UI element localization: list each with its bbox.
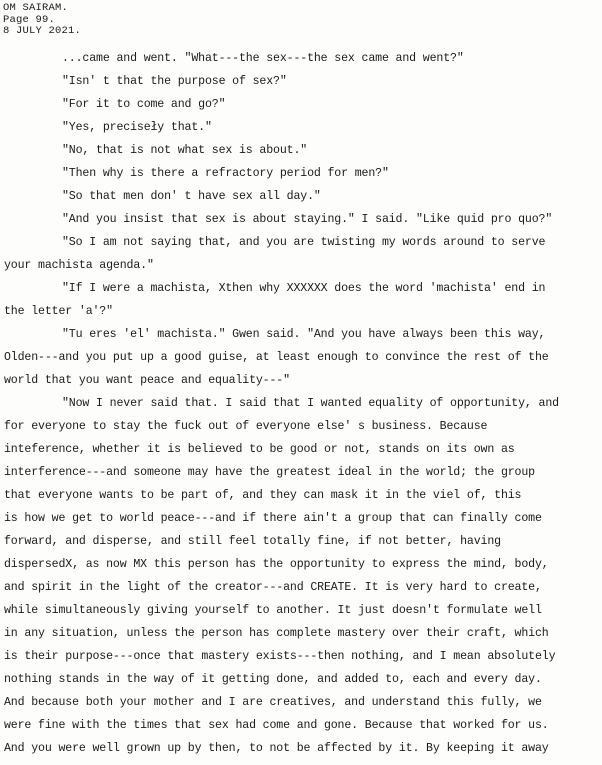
text-line: Olden---and you put up a good guise, at least enough to convince the rest of the: [4, 351, 549, 364]
text-line: is how we get to world peace---and if there ain't a group that can finally come: [4, 512, 542, 525]
text-line: the letter 'a'?": [4, 305, 113, 318]
text-line: "Now I never said that. I said that I wanted equality of opportunity, and: [62, 397, 559, 410]
text-line: nothing stands in the way of it getting done, and added to, each and every day.: [4, 673, 542, 686]
text-line: "Yes, preciseły that.": [62, 121, 212, 134]
header-page-number: Page 99.: [3, 13, 56, 26]
text-line: in any situation, unless the person has complete mastery over their craft, which: [4, 627, 549, 640]
text-line: dispersedX, as now MX this person has the opportunity to express the mind, body,: [4, 558, 549, 571]
text-line: And you were well grown up by then, to not be affected by it. By keeping it away: [4, 742, 549, 755]
header-date: 8 JULY 2021.: [3, 25, 82, 37]
text-line: "Then why is there a refractory period for men?": [62, 167, 389, 180]
text-line: "Isn' t that the purpose of sex?": [62, 75, 287, 88]
text-line: interference---and someone may have the greatest ideal in the world; the group: [4, 466, 535, 479]
text-line: "For it to come and go?": [62, 98, 226, 111]
text-line: inteference, whether it is believed to be good or not, stands on its own as: [4, 443, 515, 456]
header-title: OM SAIRAM.: [3, 2, 69, 14]
text-line: is their purpose---once that mastery exists---then nothing, and I mean absolutely: [4, 650, 556, 663]
text-line: "So that men don' t have sex all day.": [62, 190, 321, 203]
text-line: "No, that is not what sex is about.": [62, 144, 308, 157]
text-line: were fine with the times that sex had come and gone. Because that worked for us.: [4, 719, 549, 732]
text-line: "Tu eres 'el' machista." Gwen said. "And you have always been this way,: [62, 328, 546, 341]
text-line: and spirit in the light of the creator---and CREATE. It is very hard to create,: [4, 581, 542, 594]
text-line: for everyone to stay the fuck out of everyone else' s business. Because: [4, 420, 488, 433]
text-line: your machista agenda.": [4, 259, 154, 272]
text-line: world that you want peace and equality---": [4, 374, 290, 387]
text-line: ...came and went. "What---the sex---the sex came and went?": [62, 52, 464, 65]
page-header: [3, 3, 81, 38]
text-line: "And you insist that sex is about staying." I said. "Like quid pro quo?": [62, 213, 553, 226]
text-line: that everyone wants to be part of, and they can mask it in the viel of, this: [4, 489, 522, 502]
text-line: while simultaneously giving yourself to another. It just doesn't formulate well: [4, 604, 542, 617]
text-line: And because both your mother and I are creatives, and understand this fully, we: [4, 696, 542, 709]
text-line: forward, and disperse, and still feel totally fine, if not better, having: [4, 535, 501, 548]
text-line: "If I were a machista, Xthen why XXXXXX does the word 'machista' end in: [62, 282, 546, 295]
text-line: "So I am not saying that, and you are twisting my words around to serve: [62, 236, 546, 249]
